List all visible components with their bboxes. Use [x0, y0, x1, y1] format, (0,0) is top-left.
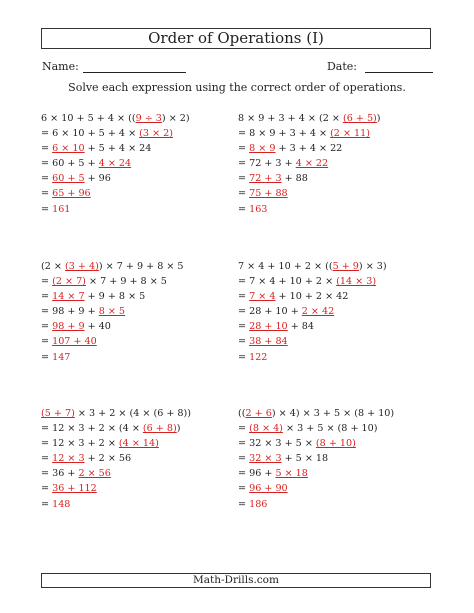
- step-highlight: (2 × 7): [52, 276, 86, 288]
- solution-step: [41, 202, 190, 217]
- step-text: =: [41, 291, 53, 303]
- problem-expression: [41, 259, 184, 274]
- step-text: + 40: [84, 321, 111, 333]
- step-highlight: 6 × 10: [52, 143, 85, 155]
- step-text: (2 ×: [41, 261, 65, 272]
- problem-2: [238, 111, 381, 217]
- step-highlight: (6 + 8): [142, 423, 177, 435]
- step-text: = 8 × 9 + 3 + 4 ×: [238, 128, 331, 140]
- solution-step: [238, 319, 387, 334]
- solution-step: [41, 141, 190, 156]
- date-field: [327, 60, 433, 73]
- step-text: = 32 × 3 + 5 ×: [238, 438, 316, 450]
- step-text: =: [238, 188, 250, 200]
- step-text: =: [238, 173, 250, 185]
- step-highlight: 65 + 96: [52, 188, 91, 200]
- name-label: Name:: [42, 60, 79, 73]
- solution-step: [238, 451, 394, 466]
- step-text: =: [238, 483, 250, 495]
- step-highlight: (3 + 4): [64, 261, 99, 272]
- date-blank[interactable]: [365, 61, 433, 73]
- step-highlight: 5 × 18: [275, 468, 308, 480]
- step-text: + 10 + 2 × 42: [275, 291, 349, 303]
- step-text: = 28 + 10 +: [238, 306, 302, 318]
- solution-step: [41, 481, 191, 496]
- solution-step: [41, 350, 184, 365]
- step-text: = 12 × 3 + 2 × (4 ×: [41, 423, 143, 435]
- solution-step: [238, 466, 394, 481]
- step-highlight: 8 × 9: [249, 143, 276, 155]
- instructions: Solve each expression using the correct order of operations.: [68, 81, 406, 94]
- step-text: ): [376, 113, 381, 124]
- problem-expression: [238, 111, 381, 126]
- step-text: =: [41, 173, 53, 185]
- date-label: Date:: [326, 60, 357, 73]
- step-text: + 84: [287, 321, 315, 333]
- problem-expression: [238, 406, 394, 421]
- step-text: =: [41, 276, 53, 288]
- step-text: =: [238, 423, 250, 435]
- step-highlight: 4 × 24: [98, 158, 132, 170]
- step-highlight: (2 × 11): [330, 128, 370, 140]
- step-text: ) × 3): [358, 261, 387, 272]
- step-text: =: [238, 351, 250, 363]
- step-text: + 3 + 4 × 22: [275, 143, 343, 155]
- step-highlight: 163: [249, 203, 268, 215]
- step-text: = 6 × 10 + 5 + 4 ×: [41, 128, 140, 140]
- step-text: 7 × 4 + 10 + 2 × ((: [238, 261, 333, 272]
- step-highlight: 38 + 84: [249, 336, 288, 348]
- solution-step: [238, 202, 381, 217]
- step-highlight: 122: [249, 351, 268, 363]
- step-text: =: [238, 453, 250, 465]
- problem-6: [238, 406, 394, 512]
- step-highlight: 2 + 6: [245, 408, 272, 419]
- step-text: + 2 × 56: [84, 453, 132, 465]
- step-highlight: (14 × 3): [336, 276, 377, 288]
- step-highlight: 28 + 10: [249, 321, 288, 333]
- step-text: × 3 + 5 × (8 + 10): [282, 423, 378, 435]
- step-text: × 3 + 2 × (4 × (6 + 8)): [74, 408, 192, 419]
- step-highlight: 5 + 9: [332, 261, 359, 272]
- step-highlight: 98 + 9: [52, 321, 85, 333]
- step-text: =: [238, 143, 250, 155]
- solution-step: [41, 186, 190, 201]
- step-text: =: [238, 336, 250, 348]
- step-text: = 98 + 9 +: [41, 306, 99, 318]
- solution-step: [41, 274, 184, 289]
- step-highlight: 75 + 88: [249, 188, 288, 200]
- step-text: = 96 +: [238, 468, 276, 480]
- step-highlight: (4 × 14): [118, 438, 159, 450]
- step-highlight: (5 + 7): [41, 408, 75, 419]
- solution-step: [238, 334, 387, 349]
- step-text: 8 × 9 + 3 + 4 × (2 ×: [238, 113, 343, 124]
- step-text: = 7 × 4 + 10 + 2 ×: [238, 276, 337, 288]
- step-text: ) × 4) × 3 + 5 × (8 + 10): [271, 408, 395, 419]
- step-text: =: [238, 203, 250, 215]
- problem-3: [41, 259, 184, 365]
- step-highlight: 148: [52, 498, 71, 510]
- solution-step: [238, 156, 381, 171]
- step-text: 6 × 10 + 5 + 4 × ((: [41, 113, 136, 124]
- solution-step: [238, 497, 394, 512]
- step-text: + 88: [281, 173, 308, 185]
- step-highlight: 32 × 3: [249, 453, 282, 465]
- solution-step: [41, 171, 190, 186]
- worksheet-title: Order of Operations (I): [41, 28, 431, 49]
- solution-step: [41, 497, 191, 512]
- solution-step: [238, 126, 381, 141]
- solution-step: [238, 436, 394, 451]
- step-text: = 12 × 3 + 2 ×: [41, 438, 119, 450]
- step-text: =: [41, 143, 53, 155]
- solution-step: [238, 186, 381, 201]
- step-highlight: 14 × 7: [52, 291, 85, 303]
- solution-step: [238, 141, 381, 156]
- solution-step: [41, 451, 191, 466]
- step-highlight: (8 × 4): [249, 423, 283, 435]
- solution-step: [238, 304, 387, 319]
- step-highlight: 12 × 3: [52, 453, 85, 465]
- step-text: + 5 × 18: [281, 453, 329, 465]
- footer-brand: Math-Drills.com: [41, 573, 431, 588]
- problem-4: [238, 259, 387, 365]
- step-highlight: (3 × 2): [139, 128, 174, 140]
- step-text: =: [238, 291, 250, 303]
- step-text: =: [41, 336, 53, 348]
- solution-step: [41, 334, 184, 349]
- step-highlight: 161: [52, 203, 71, 215]
- problem-5: [41, 406, 191, 512]
- step-highlight: 2 × 42: [301, 306, 335, 318]
- problem-expression: [41, 406, 191, 421]
- step-text: + 5 + 4 × 24: [84, 143, 152, 155]
- step-text: =: [238, 498, 250, 510]
- step-highlight: (8 + 10): [315, 438, 356, 450]
- solution-step: [238, 274, 387, 289]
- step-text: ): [176, 423, 181, 435]
- step-text: + 96: [84, 173, 111, 185]
- problem-expression: [41, 111, 190, 126]
- step-highlight: 72 + 3: [249, 173, 282, 185]
- name-field: [42, 60, 186, 73]
- solution-step: [238, 481, 394, 496]
- problem-expression: [238, 259, 387, 274]
- solution-step: [41, 289, 184, 304]
- name-blank[interactable]: [83, 61, 186, 73]
- solution-step: [41, 421, 191, 436]
- step-text: + 9 + 8 × 5: [84, 291, 146, 303]
- step-text: =: [41, 203, 53, 215]
- solution-step: [41, 466, 191, 481]
- step-text: =: [238, 321, 250, 333]
- solution-step: [41, 304, 184, 319]
- step-highlight: 107 + 40: [52, 336, 97, 348]
- step-text: = 72 + 3 +: [238, 158, 296, 170]
- step-highlight: 7 × 4: [249, 291, 276, 303]
- step-text: × 7 + 9 + 8 × 5: [85, 276, 167, 288]
- step-highlight: 8 × 5: [98, 306, 126, 318]
- step-highlight: 147: [52, 351, 71, 363]
- step-highlight: 9 ÷ 3: [135, 113, 162, 124]
- step-highlight: 2 × 56: [78, 468, 111, 480]
- solution-step: [238, 421, 394, 436]
- step-text: =: [41, 351, 53, 363]
- solution-step: [41, 436, 191, 451]
- step-text: ) × 7 + 9 + 8 × 5: [98, 261, 184, 272]
- solution-step: [238, 171, 381, 186]
- step-text: =: [41, 498, 53, 510]
- step-highlight: 60 + 5: [52, 173, 85, 185]
- step-text: ((: [238, 408, 246, 419]
- solution-step: [238, 289, 387, 304]
- step-text: =: [41, 453, 53, 465]
- step-highlight: 186: [249, 498, 268, 510]
- problem-1: [41, 111, 190, 217]
- step-text: = 60 + 5 +: [41, 158, 99, 170]
- step-highlight: 96 + 90: [249, 483, 288, 495]
- step-text: =: [41, 483, 53, 495]
- step-text: =: [41, 321, 53, 333]
- solution-step: [238, 350, 387, 365]
- step-highlight: 36 + 112: [52, 483, 97, 495]
- step-highlight: (6 + 5): [342, 113, 377, 124]
- step-highlight: 4 × 22: [295, 158, 329, 170]
- solution-step: [41, 126, 190, 141]
- step-text: =: [41, 188, 53, 200]
- step-text: ) × 2): [161, 113, 190, 124]
- step-text: = 36 +: [41, 468, 79, 480]
- solution-step: [41, 319, 184, 334]
- solution-step: [41, 156, 190, 171]
